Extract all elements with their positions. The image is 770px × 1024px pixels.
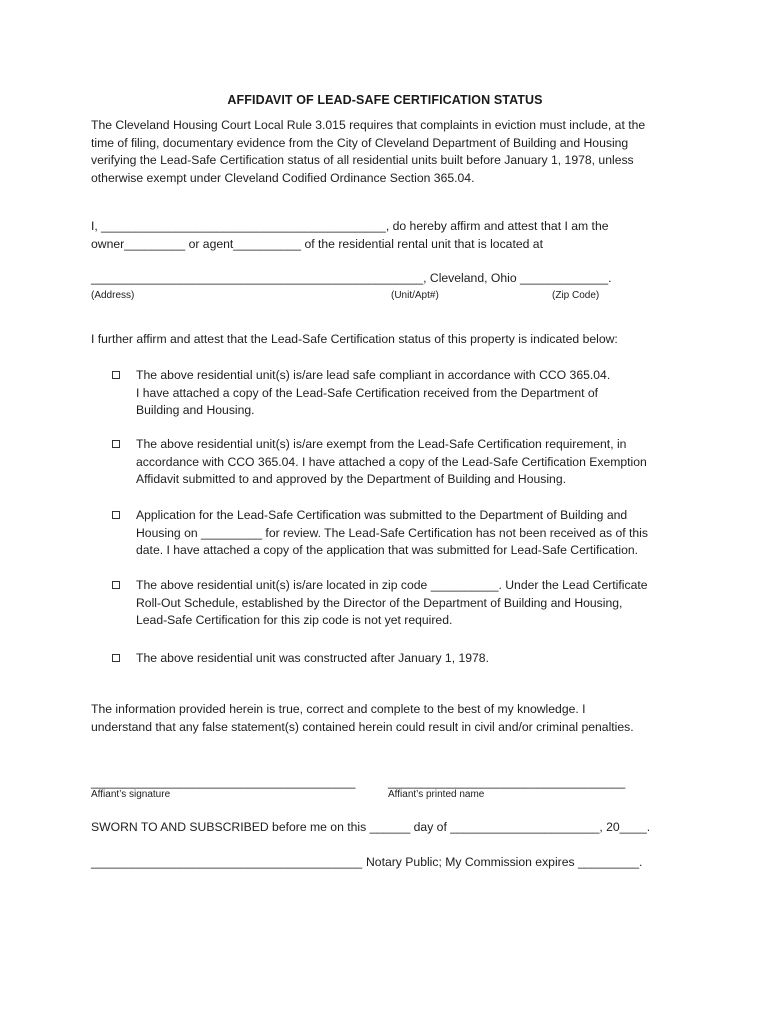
intro-line: verifying the Lead-Safe Certification status of all residential units built before January 1, 1978, unless: [91, 153, 634, 167]
option-line: Lead-Safe Certification for this zip code is not yet required.: [136, 613, 453, 627]
option-line: The above residential unit was constructed after January 1, 1978.: [136, 651, 489, 665]
option-line: The above residential unit(s) is/are lead safe compliant in accordance with CCO 365.04.: [136, 368, 611, 382]
option-line: The above residential unit(s) is/are exempt from the Lead-Safe Certification requirement, in: [136, 437, 627, 451]
affirm-paragraph: [91, 218, 691, 253]
option-line: Housing on _________ for review. The Lead-Safe Certification has not been received as of this: [136, 525, 648, 540]
option-1-text: [136, 367, 696, 420]
further-statement: I further affirm and attest that the Lead-Safe Certification status of this property is indicated below:: [91, 332, 618, 346]
sworn-statement[interactable]: SWORN TO AND SUBSCRIBED before me on this ______ day of ______________________, 20____.: [91, 820, 651, 834]
option-line: Application for the Lead-Safe Certification was submitted to the Department of Building and: [136, 508, 628, 522]
option-3-checkbox[interactable]: [112, 511, 120, 519]
zip-label: (Zip Code): [552, 290, 600, 301]
printed-name-label: Affiant’s printed name: [388, 789, 485, 800]
address-label: (Address): [91, 290, 135, 301]
intro-line: time of filing, documentary evidence from the City of Cleveland Department of Building and Housing: [91, 135, 629, 150]
affirm-role-line[interactable]: owner_________ or agent__________ of the residential rental unit that is located at: [91, 236, 543, 251]
document-title: AFFIDAVIT OF LEAD-SAFE CERTIFICATION STATUS: [227, 93, 543, 107]
option-1-checkbox[interactable]: [112, 371, 120, 379]
intro-paragraph: [91, 117, 691, 187]
truth-paragraph: [91, 701, 691, 736]
option-5-checkbox[interactable]: [112, 654, 120, 662]
signature-label: Affiant’s signature: [91, 789, 171, 800]
option-line: The above residential unit(s) is/are located in zip code __________. Under the Lead Certificate: [136, 578, 648, 592]
option-line: Building and Housing.: [136, 403, 255, 417]
intro-line: The Cleveland Housing Court Local Rule 3.015 requires that complaints in eviction must include, at the: [91, 118, 646, 132]
option-3-text: [136, 507, 696, 560]
printed-name-line[interactable]: ___________________________________: [388, 775, 626, 789]
option-line: Roll-Out Schedule, established by the Director of the Department of Building and Housing,: [136, 595, 623, 610]
truth-line: understand that any false statement(s) contained herein could result in civil and/or criminal penalties.: [91, 719, 634, 734]
option-line: Affidavit submitted to and approved by the Department of Building and Housing.: [136, 472, 566, 486]
option-4-checkbox[interactable]: [112, 581, 120, 589]
address-line[interactable]: _________________________________________________, Cleveland, Ohio _____________.: [91, 271, 612, 285]
truth-line: The information provided herein is true, correct and complete to the best of my knowledge. I: [91, 702, 586, 716]
notary-commission-text: Notary Public; My Commission expires _________.: [366, 855, 643, 869]
option-line: accordance with CCO 365.04. I have attached a copy of the Lead-Safe Certification Exemption: [136, 454, 647, 469]
unit-label: (Unit/Apt#): [391, 290, 439, 301]
affirm-name-line[interactable]: I, __________________________________________, do hereby affirm and attest that I am the: [91, 219, 609, 233]
intro-line: otherwise exempt under Cleveland Codified Ordinance Section 365.04.: [91, 170, 475, 185]
option-5-text: [136, 650, 696, 668]
option-line: I have attached a copy of the Lead-Safe Certification received from the Department of: [136, 385, 599, 400]
option-2-text: [136, 436, 696, 489]
notary-signature-line[interactable]: ________________________________________: [91, 855, 363, 869]
option-line: date. I have attached a copy of the application that was submitted for Lead-Safe Certification.: [136, 543, 639, 557]
option-4-text: [136, 577, 696, 630]
option-2-checkbox[interactable]: [112, 440, 120, 448]
signature-line[interactable]: _______________________________________: [91, 775, 356, 789]
